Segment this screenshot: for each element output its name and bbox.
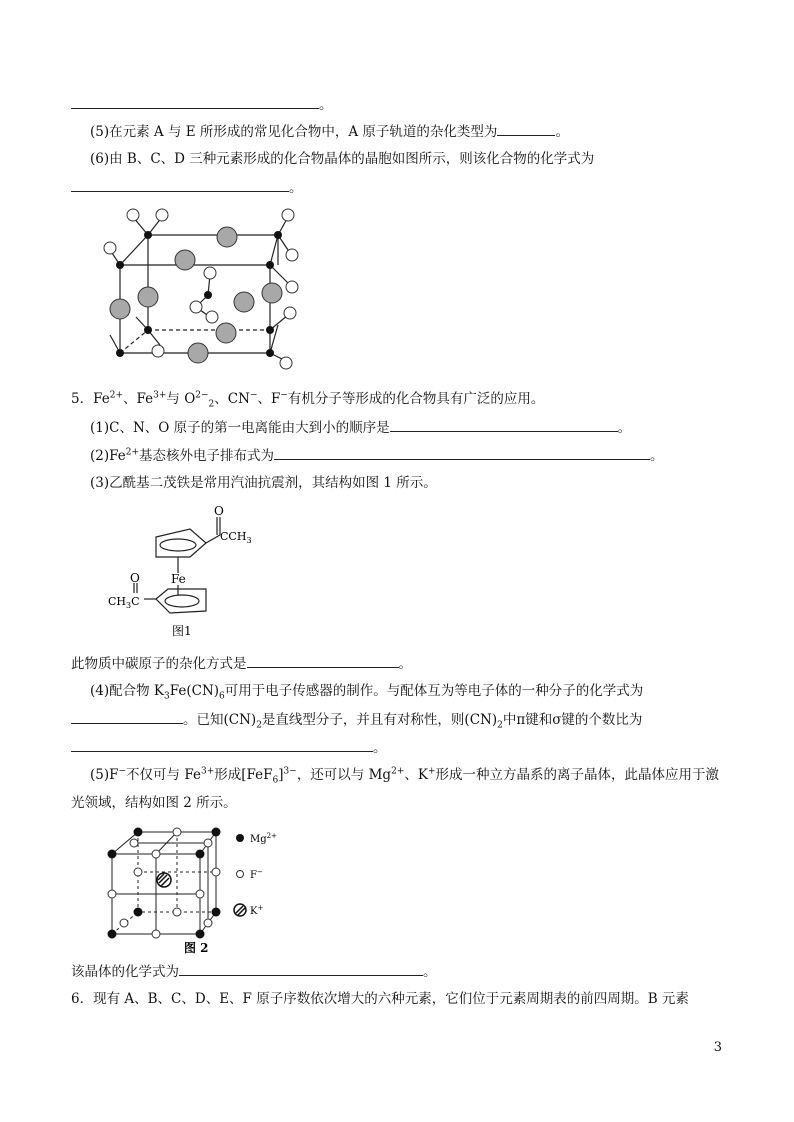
answer-blank[interactable] xyxy=(179,962,423,976)
answer-blank[interactable] xyxy=(71,710,183,724)
question-5-4-line2: 。已知$(CN)_2$是直线型分子，并且有对称性，则$(CN)_2$中π键和σ键的个数比为 xyxy=(71,710,642,729)
legend-mg: $Mg^{2+}$ xyxy=(250,832,277,845)
problem-5-intro: 5．$Fe^{2+}$、$Fe^{3+}$与 $O^{2-}_2$、CN−、F−有机分子等形成的化合物具有广泛的应用。 xyxy=(71,390,545,410)
figure-2-caption: 图 2 xyxy=(184,941,209,955)
question-5-3-answer: 此物质中碳原子的杂化方式是 。 xyxy=(71,656,412,672)
answer-blank[interactable] xyxy=(247,654,399,668)
figure-1-caption: 图1 xyxy=(172,624,192,638)
answer-line-0: 。 xyxy=(71,95,333,114)
o-top-label: O xyxy=(214,505,224,518)
answer-line-6: 。 xyxy=(71,178,303,197)
page-number: 3 xyxy=(713,1040,722,1055)
answer-blank[interactable] xyxy=(71,178,289,192)
legend-k: K+ xyxy=(250,904,264,917)
answer-blank[interactable] xyxy=(274,446,650,460)
problem-6-intro: 6．现有 A、B、C、D、E、F 原子序数依次增大的六种元素，它们位于元素周期表的前四周期。B 元素 xyxy=(71,991,689,1007)
question-5-5-answer: 该晶体的化学式为 。 xyxy=(71,964,437,980)
answer-blank[interactable] xyxy=(497,122,555,136)
question-5-5-text2: 光领域，结构如图 2 所示。 xyxy=(71,795,237,811)
question-5-4: (4)配合物 $K_3Fe(CN)_6$可用于电子传感器的制作。与配体互为等电子体的一种分子的化学式为 xyxy=(90,683,644,702)
crystal-cell-figure xyxy=(100,205,310,375)
ch3c-label: $CH_3C$ xyxy=(108,595,140,610)
answer-blank[interactable] xyxy=(390,418,618,432)
question-5-5-text: (5)F−不仅可与 $Fe^{3+}$形成$[FeF_6]^{3-}$，还可以与 $Mg^{2+}$、K+形成一种立方晶系的离子晶体，此晶体应用于激 xyxy=(90,766,719,786)
question-5-3: (3)乙酰基二茂铁是常用汽油抗震剂，其结构如图 1 所示。 xyxy=(90,475,437,491)
question-6: (6)由 B、C、D 三种元素形成的化合物晶体的晶胞如图所示，则该化合物的化学式为 xyxy=(90,151,595,167)
figure-1-acetylferrocene xyxy=(108,505,258,645)
fe-label: Fe xyxy=(171,572,186,586)
question-5-5: (5)在元素 A 与 E 所形成的常见化合物中，A 原子轨道的杂化类型为 。 xyxy=(90,124,569,140)
legend-f: F− xyxy=(250,868,263,881)
answer-blank[interactable] xyxy=(71,738,373,752)
question-5-4-line3: 。 xyxy=(71,738,387,757)
question-5-1: (1)C、N、O 原子的第一电离能由大到小的顺序是 。 xyxy=(90,420,632,436)
figure-2-cubic-crystal xyxy=(100,820,300,960)
cch3-label: $CCH_3$ xyxy=(220,530,252,545)
o-left-label: O xyxy=(130,571,140,585)
question-5-2: $(2)Fe^{2+}$基态核外电子排布式为 。 xyxy=(90,447,664,464)
answer-blank[interactable] xyxy=(71,95,319,109)
